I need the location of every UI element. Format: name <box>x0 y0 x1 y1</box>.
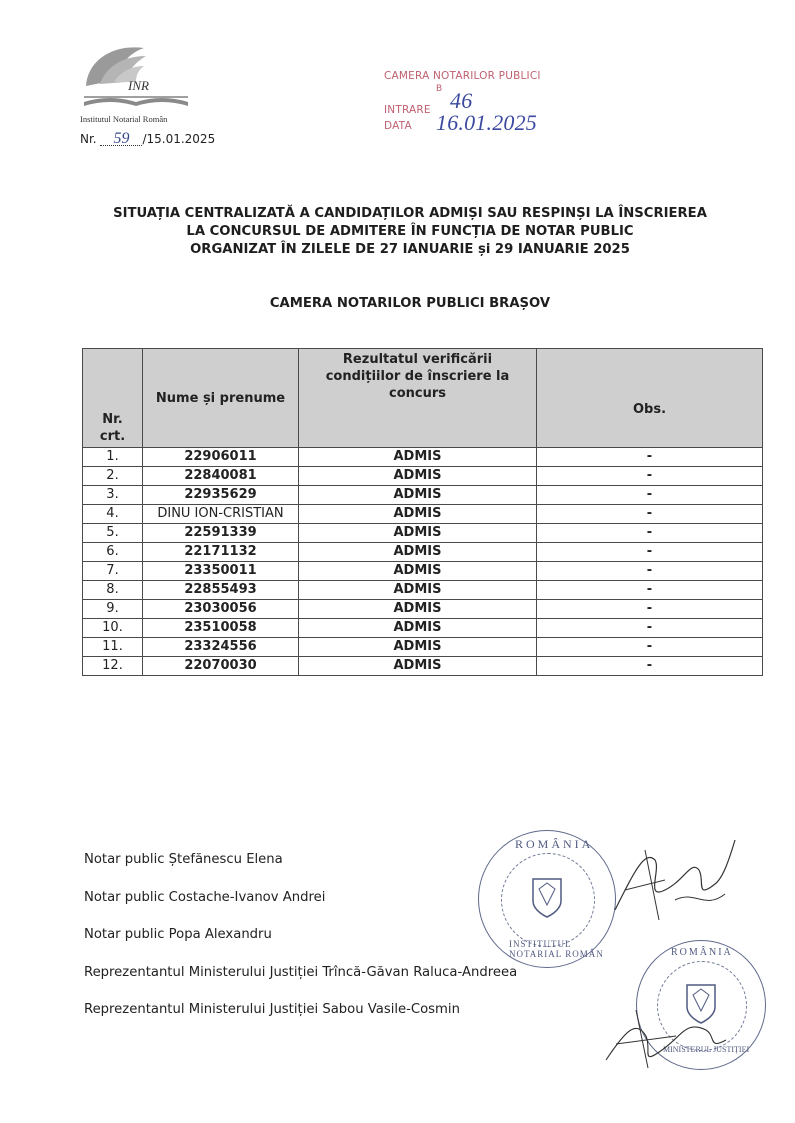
row-name: 23030056 <box>143 600 299 619</box>
table-row <box>83 524 763 543</box>
row-obs: - <box>537 524 763 543</box>
row-name: 22855493 <box>143 581 299 600</box>
ref-label: Nr. <box>80 132 97 146</box>
candidates-table <box>82 348 763 676</box>
row-result: ADMIS <box>299 562 537 581</box>
row-result: ADMIS <box>299 600 537 619</box>
table-row <box>83 600 763 619</box>
ref-number-handwritten: 59 <box>100 132 142 146</box>
row-obs: - <box>537 619 763 638</box>
row-nr: 5. <box>83 524 143 543</box>
row-name: 23324556 <box>143 638 299 657</box>
row-obs: - <box>537 505 763 524</box>
coat-of-arms-icon <box>529 875 565 919</box>
row-obs: - <box>537 467 763 486</box>
row-name: 22840081 <box>143 467 299 486</box>
table-row <box>83 581 763 600</box>
row-name: 23350011 <box>143 562 299 581</box>
signatory: Notar public Popa Alexandru <box>84 927 272 942</box>
reference-number <box>80 132 215 146</box>
title-line-2: LA CONCURSUL DE ADMITERE ÎN FUNCȚIA DE NOTAR PUBLIC <box>186 224 634 239</box>
header-name: Nume și prenume <box>143 349 299 448</box>
title-line-3: ORGANIZAT ÎN ZILELE DE 27 IANUARIE și 29 IANUARIE 2025 <box>190 242 630 257</box>
row-nr: 3. <box>83 486 143 505</box>
header-nr-line1: Nr. <box>102 412 123 427</box>
table-row <box>83 638 763 657</box>
seal-inr-top-text: ROMÂNIA <box>515 837 594 851</box>
table-row <box>83 448 763 467</box>
row-result: ADMIS <box>299 619 537 638</box>
row-obs: - <box>537 657 763 676</box>
signatory: Reprezentantul Ministerului Justiției Sabou Vasile-Cosmin <box>84 1002 460 1017</box>
table-row <box>83 467 763 486</box>
row-result: ADMIS <box>299 524 537 543</box>
row-name: 22906011 <box>143 448 299 467</box>
header-result-line1: Rezultatul verificării <box>342 352 493 367</box>
row-nr: 8. <box>83 581 143 600</box>
row-result: ADMIS <box>299 448 537 467</box>
seal-inr-bottom-text: INSTITUTUL NOTARIAL ROMÂN <box>509 939 604 959</box>
header-nr <box>83 349 143 448</box>
inr-logo-icon <box>80 40 200 114</box>
stamp-entry-label: INTRARE <box>384 104 431 116</box>
signatory: Notar public Ștefănescu Elena <box>84 852 283 867</box>
table-row <box>83 505 763 524</box>
signatory: Reprezentantul Ministerului Justiției Trîncă-Găvan Raluca-Andreea <box>84 964 518 980</box>
chamber-title: CAMERA NOTARILOR PUBLICI BRAȘOV <box>269 296 551 311</box>
row-name: 22171132 <box>143 543 299 562</box>
ref-date: /15.01.2025 <box>142 132 216 146</box>
row-obs: - <box>537 581 763 600</box>
row-nr: 7. <box>83 562 143 581</box>
row-name: 22935629 <box>143 486 299 505</box>
row-name: 22591339 <box>143 524 299 543</box>
stamp-org: CAMERA NOTARILOR PUBLICI <box>384 70 541 82</box>
row-obs: - <box>537 448 763 467</box>
registration-stamp <box>380 70 580 142</box>
row-nr: 11. <box>83 638 143 657</box>
row-nr: 12. <box>83 657 143 676</box>
row-nr: 9. <box>83 600 143 619</box>
row-result: ADMIS <box>299 467 537 486</box>
seal-min-top-text: ROMÂNIA <box>671 947 733 958</box>
signature-mark <box>596 1000 736 1070</box>
signatory: Notar public Costache-Ivanov Andrei <box>84 889 326 905</box>
row-result: ADMIS <box>299 581 537 600</box>
row-result: ADMIS <box>299 543 537 562</box>
row-name: 23510058 <box>143 619 299 638</box>
row-nr: 10. <box>83 619 143 638</box>
table-row <box>83 543 763 562</box>
stamp-city: B <box>436 84 443 94</box>
logo-abbr: INR <box>128 78 149 93</box>
signature-mark <box>595 830 745 930</box>
table-row <box>83 486 763 505</box>
row-result: ADMIS <box>299 657 537 676</box>
table-row <box>83 657 763 676</box>
inr-logo <box>80 40 200 130</box>
row-nr: 6. <box>83 543 143 562</box>
header-obs: Obs. <box>537 349 763 448</box>
stamp-entry-number: 46 <box>450 88 473 113</box>
row-result: ADMIS <box>299 486 537 505</box>
row-obs: - <box>537 486 763 505</box>
row-obs: - <box>537 638 763 657</box>
table-header-row <box>83 349 763 448</box>
row-nr: 1. <box>83 448 143 467</box>
row-result: ADMIS <box>299 505 537 524</box>
row-nr: 2. <box>83 467 143 486</box>
title-line-1: SITUAȚIA CENTRALIZATĂ A CANDIDAȚILOR ADMIȘI SAU RESPINȘI LA ÎNSCRIEREA <box>113 206 707 221</box>
table-row <box>83 619 763 638</box>
header-nr-line2: crt. <box>99 429 126 444</box>
logo-caption: Institutul Notarial Român <box>80 114 168 124</box>
row-name: DINU ION-CRISTIAN <box>143 505 299 524</box>
row-result: ADMIS <box>299 638 537 657</box>
seal-min-bottom-text: MINISTERUL JUSTIȚIEI <box>663 1045 750 1054</box>
header-result-line2: condițiilor de înscriere la <box>325 369 510 384</box>
row-nr: 4. <box>83 505 143 524</box>
row-obs: - <box>537 543 763 562</box>
row-obs: - <box>537 600 763 619</box>
table-row <box>83 562 763 581</box>
stamp-date-label: DATA <box>384 120 412 132</box>
header-result <box>299 349 537 448</box>
row-name: 22070030 <box>143 657 299 676</box>
document-title <box>60 205 760 259</box>
header-result-line3: concurs <box>388 386 446 401</box>
row-obs: - <box>537 562 763 581</box>
stamp-date-value: 16.01.2025 <box>436 110 537 135</box>
